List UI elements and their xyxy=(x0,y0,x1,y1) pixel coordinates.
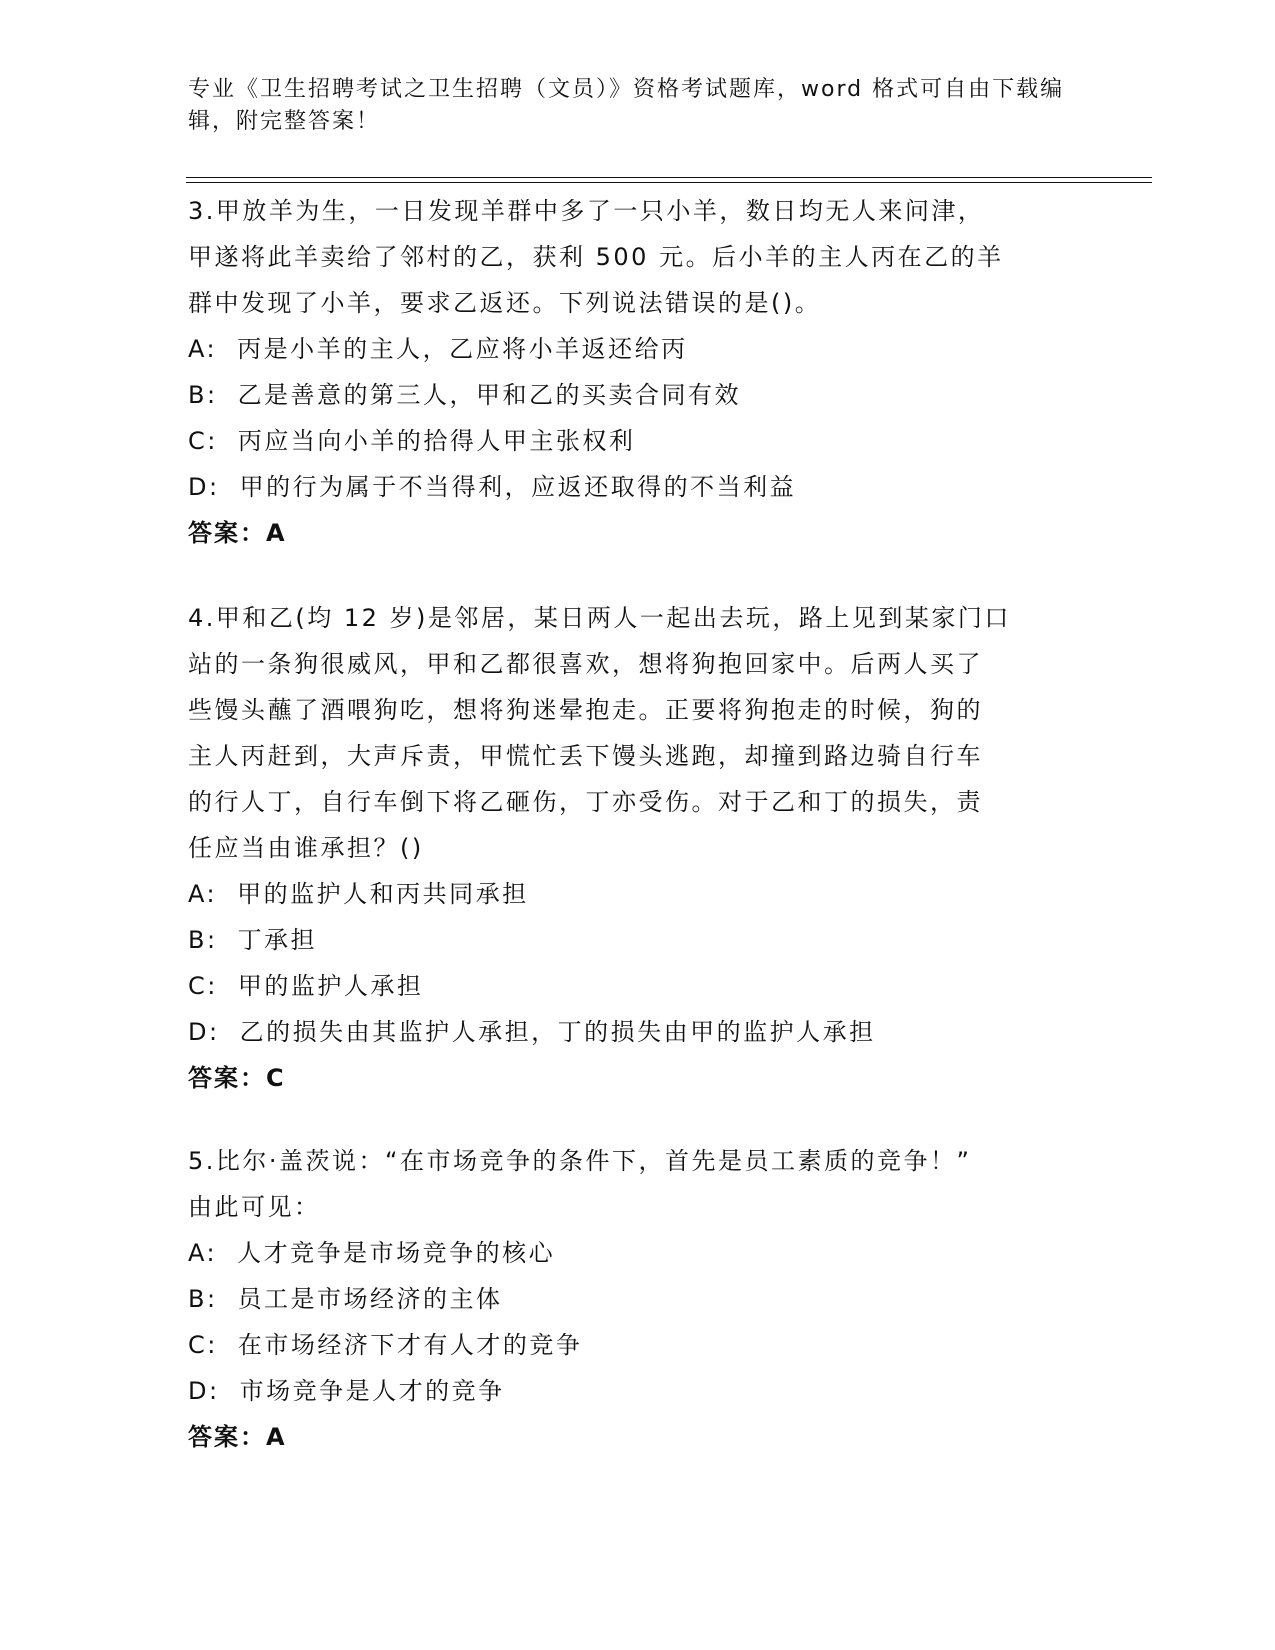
option-key: C: xyxy=(188,972,218,1000)
option-text: 乙的损失由其监护人承担，丁的损失由甲的监护人承担 xyxy=(239,1018,876,1046)
question-5 xyxy=(188,1138,1088,1460)
option-key: A: xyxy=(188,880,218,908)
option-a xyxy=(188,1230,1088,1276)
answer: 答案：A xyxy=(188,1423,287,1451)
option-text: 丙应当向小羊的拾得人甲主张权利 xyxy=(237,427,636,455)
question-stem: 4.甲和乙(均 12 岁)是邻居，某日两人一起出去玩，路上见到某家门口 站的一条狗很威风，甲和乙都很喜欢，想将狗抱回家中。后两人买了 些馒头蘸了酒喂狗吃，想将狗迷晕抱走。正要将狗抱走的时候，狗的 主人丙赶到，大声斥责，甲慌忙丢下馒头逃跑，却撞到路边骑自行车 的行人丁，自行车倒下将乙砸伤，丁亦受伤。对于乙和丁的损失，责 任应当由谁承担？() xyxy=(188,604,1011,862)
option-c xyxy=(188,963,1088,1009)
option-text: 甲的行为属于不当得利，应返还取得的不当利益 xyxy=(239,473,797,501)
option-key: B: xyxy=(188,381,218,409)
option-d xyxy=(188,1009,1088,1055)
option-key: A: xyxy=(188,1239,218,1267)
question-stem: 3.甲放羊为生，一日发现羊群中多了一只小羊，数日均无人来问津， 甲遂将此羊卖给了邻村的乙，获利 500 元。后小羊的主人丙在乙的羊 群中发现了小羊，要求乙返还。下列说法错误的是()。 xyxy=(188,197,1004,317)
option-b xyxy=(188,917,1088,963)
option-a xyxy=(188,871,1088,917)
option-key: C: xyxy=(188,1331,218,1359)
option-text: 人才竞争是市场竞争的核心 xyxy=(237,1239,556,1267)
option-a xyxy=(188,326,1088,372)
question-4 xyxy=(188,595,1088,1101)
question-3 xyxy=(188,188,1088,556)
option-b xyxy=(188,1276,1088,1322)
question-stem: 5.比尔·盖茨说：“在市场竞争的条件下，首先是员工素质的竞争！” 由此可见： xyxy=(188,1147,972,1221)
option-text: 乙是善意的第三人，甲和乙的买卖合同有效 xyxy=(237,381,742,409)
option-text: 丁承担 xyxy=(237,926,318,954)
option-key: D: xyxy=(188,1377,220,1405)
option-key: B: xyxy=(188,1285,218,1313)
option-d xyxy=(188,464,1088,510)
option-b xyxy=(188,372,1088,418)
document-header: 专业《卫生招聘考试之卫生招聘（文员）》资格考试题库，word 格式可自由下载编辑，附完整答案！ xyxy=(188,77,1065,134)
option-key: A: xyxy=(188,335,218,363)
answer: 答案：A xyxy=(188,519,287,547)
option-c xyxy=(188,418,1088,464)
header-rule-top xyxy=(186,177,1152,178)
answer: 答案：C xyxy=(188,1064,286,1092)
option-text: 在市场经济下才有人才的竞争 xyxy=(237,1331,583,1359)
option-text: 丙是小羊的主人，乙应将小羊返还给丙 xyxy=(237,335,688,363)
option-c xyxy=(188,1322,1088,1368)
option-text: 甲的监护人承担 xyxy=(237,972,424,1000)
header-rule-bottom xyxy=(186,182,1152,183)
option-text: 甲的监护人和丙共同承担 xyxy=(237,880,529,908)
option-key: D: xyxy=(188,473,220,501)
option-key: C: xyxy=(188,427,218,455)
option-text: 员工是市场经济的主体 xyxy=(237,1285,503,1313)
option-text: 市场竞争是人才的竞争 xyxy=(239,1377,505,1405)
option-key: D: xyxy=(188,1018,220,1046)
option-d xyxy=(188,1368,1088,1414)
option-key: B: xyxy=(188,926,218,954)
